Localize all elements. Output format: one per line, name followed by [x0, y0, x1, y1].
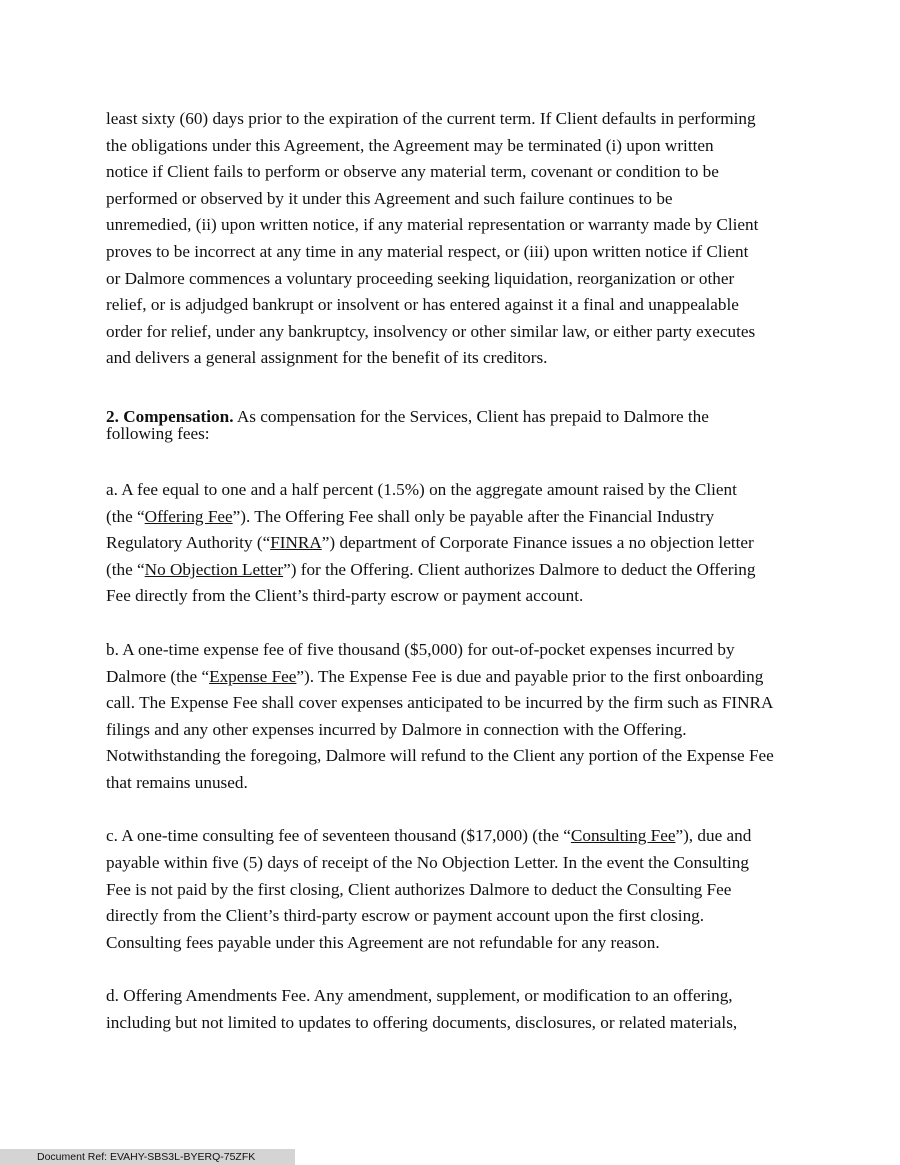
text-span: (the “: [106, 559, 145, 579]
text-line: order for relief, under any bankruptcy, insolvency or other similar law, or either party executes: [106, 321, 756, 341]
text-line: Fee is not paid by the first closing, Client authorizes Dalmore to deduct the Consulting Fee: [106, 879, 732, 899]
text-span: As compensation for the Services, Client has prepaid to Dalmore the: [233, 406, 709, 426]
text-line: a. A fee equal to one and a half percent (1.5%) on the aggregate amount raised by the Client: [106, 479, 737, 499]
text-line: Consulting fees payable under this Agreement are not refundable for any reason.: [106, 932, 660, 952]
document-ref-text: Document Ref: EVAHY-SBS3L-BYERQ-75ZFK: [37, 1151, 256, 1163]
text-line: and delivers a general assignment for the benefit of its creditors.: [106, 348, 548, 368]
text-span: ”). The Offering Fee shall only be payable after the Financial Industry: [232, 506, 715, 526]
text-line: or Dalmore commences a voluntary proceeding seeking liquidation, reorganization or other: [106, 268, 735, 288]
text-line: that remains unused.: [106, 772, 248, 792]
item-a-offering-fee: [106, 477, 806, 610]
text-line: performed or observed by it under this Agreement and such failure continues to be: [106, 188, 673, 208]
text-line: directly from the Client’s third-party escrow or payment account upon the first closing.: [106, 906, 705, 926]
text-span: Regulatory Authority (“: [106, 533, 271, 553]
document-page: [106, 106, 806, 1037]
item-b-expense-fee: [106, 637, 806, 797]
defined-term: Consulting Fee: [570, 826, 676, 846]
item-d-amendments-fee: [106, 983, 806, 1036]
text-span: ”) department of Corporate Finance issues a no objection letter: [321, 533, 754, 553]
text-line: [106, 530, 806, 557]
text-line: [106, 557, 806, 584]
text-line: filings and any other expenses incurred by Dalmore in connection with the Offering.: [106, 719, 687, 739]
defined-term: Expense Fee: [209, 666, 297, 686]
text-line: notice if Client fails to perform or observe any material term, covenant or condition to be: [106, 162, 719, 182]
text-line: least sixty (60) days prior to the expiration of the current term. If Client defaults in performing: [106, 109, 756, 128]
section-heading: 2. Compensation.: [106, 406, 234, 426]
text-line: Notwithstanding the foregoing, Dalmore will refund to the Client any portion of the Expense Fee: [106, 746, 774, 766]
text-span: (the “: [106, 506, 145, 526]
text-line: unremedied, (ii) upon written notice, if any material representation or warranty made by Client: [106, 215, 759, 235]
text-line: including but not limited to updates to offering documents, disclosures, or related materials,: [106, 1013, 738, 1033]
text-line: payable within five (5) days of receipt of the No Objection Letter. In the event the Consulting: [106, 853, 749, 873]
text-span: ”). The Expense Fee is due and payable prior to the first onboarding: [296, 666, 764, 686]
text-span: c. A one-time consulting fee of seventeen thousand ($17,000) (the “: [106, 826, 571, 846]
text-line: proves to be incorrect at any time in any material respect, or (iii) upon written notice if Client: [106, 241, 749, 261]
text-line: call. The Expense Fee shall cover expenses anticipated to be incurred by the firm such as FINRA: [106, 693, 774, 713]
defined-term: FINRA: [270, 533, 322, 553]
compensation-section: [106, 408, 806, 442]
text-line: [106, 504, 806, 531]
text-line: [106, 408, 806, 425]
text-line: [106, 823, 806, 850]
termination-paragraph: [106, 106, 806, 372]
defined-term: No Objection Letter: [144, 559, 284, 579]
text-line: the obligations under this Agreement, the Agreement may be terminated (i) upon written: [106, 135, 714, 155]
text-line: b. A one-time expense fee of five thousand ($5,000) for out-of-pocket expenses incurred by: [106, 639, 735, 659]
text-span: ”), due and: [675, 826, 752, 846]
text-line: Fee directly from the Client’s third-party escrow or payment account.: [106, 586, 584, 606]
text-line: relief, or is adjudged bankrupt or insolvent or has entered against it a final and unappealable: [106, 295, 739, 315]
text-span: ”) for the Offering. Client authorizes Dalmore to deduct the Offering: [283, 559, 756, 579]
text-line: following fees:: [106, 423, 210, 443]
text-line: d. Offering Amendments Fee. Any amendment, supplement, or modification to an offering,: [106, 986, 733, 1006]
item-c-consulting-fee: [106, 823, 806, 956]
text-span: Dalmore (the “: [106, 666, 210, 686]
text-line: [106, 664, 806, 691]
defined-term: Offering Fee: [144, 506, 233, 526]
document-ref-footer: [0, 1149, 295, 1165]
